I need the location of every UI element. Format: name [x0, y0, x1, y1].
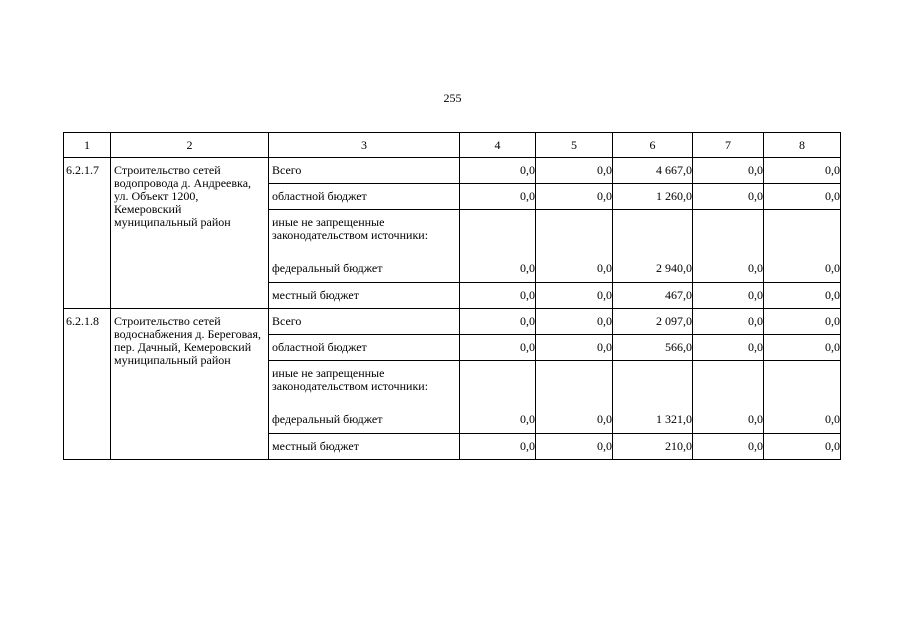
value-cell: 0,0 — [460, 254, 536, 283]
table-row — [64, 309, 841, 335]
value-cell: 467,0 — [613, 283, 693, 309]
header-cell: 3 — [269, 133, 460, 158]
value-cell: 2 940,0 — [613, 254, 693, 283]
value-cell: 0,0 — [693, 309, 764, 335]
value-cell: 0,0 — [693, 283, 764, 309]
value-cell: 0,0 — [536, 254, 613, 283]
item-code: 6.2.1.7 — [64, 158, 111, 309]
value-cell: 0,0 — [764, 335, 841, 361]
funding-source: иные не запрещенные законодательством источники: — [269, 210, 460, 255]
funding-source: Всего — [269, 158, 460, 184]
value-cell: 0,0 — [460, 184, 536, 210]
page-number: 255 — [443, 91, 462, 105]
value-cell: 0,0 — [536, 309, 613, 335]
funding-source: местный бюджет — [269, 434, 460, 460]
value-cell — [613, 361, 693, 406]
funding-source: иные не запрещенные законодательством источники: — [269, 361, 460, 406]
value-cell — [693, 361, 764, 406]
value-cell — [764, 361, 841, 406]
value-cell: 0,0 — [764, 184, 841, 210]
value-cell: 0,0 — [536, 405, 613, 434]
value-cell: 1 260,0 — [613, 184, 693, 210]
header-cell: 4 — [460, 133, 536, 158]
value-cell: 210,0 — [613, 434, 693, 460]
funding-source: федеральный бюджет — [269, 254, 460, 283]
value-cell: 0,0 — [693, 254, 764, 283]
value-cell: 0,0 — [764, 158, 841, 184]
funding-source: Всего — [269, 309, 460, 335]
value-cell: 0,0 — [536, 184, 613, 210]
header-cell: 7 — [693, 133, 764, 158]
value-cell — [460, 361, 536, 406]
value-cell: 566,0 — [613, 335, 693, 361]
value-cell: 0,0 — [693, 335, 764, 361]
header-cell: 8 — [764, 133, 841, 158]
value-cell: 0,0 — [693, 434, 764, 460]
funding-source: местный бюджет — [269, 283, 460, 309]
value-cell: 1 321,0 — [613, 405, 693, 434]
table-row — [64, 158, 841, 184]
item-code: 6.2.1.8 — [64, 309, 111, 460]
value-cell: 0,0 — [460, 335, 536, 361]
value-cell: 0,0 — [764, 254, 841, 283]
value-cell: 0,0 — [693, 158, 764, 184]
funding-source: областной бюджет — [269, 335, 460, 361]
value-cell — [536, 361, 613, 406]
funding-source: областной бюджет — [269, 184, 460, 210]
value-cell: 0,0 — [460, 283, 536, 309]
value-cell: 0,0 — [536, 283, 613, 309]
item-name: Строительство сетей водоснабжения д. Береговая, пер. Дачный, Кемеровский муниципальный район — [111, 309, 269, 460]
value-cell — [764, 210, 841, 255]
value-cell: 0,0 — [764, 309, 841, 335]
funding-source: федеральный бюджет — [269, 405, 460, 434]
value-cell: 4 667,0 — [613, 158, 693, 184]
value-cell: 0,0 — [460, 434, 536, 460]
value-cell — [460, 210, 536, 255]
value-cell: 0,0 — [460, 405, 536, 434]
value-cell: 0,0 — [460, 158, 536, 184]
value-cell: 0,0 — [764, 405, 841, 434]
budget-table — [63, 132, 841, 460]
value-cell — [693, 210, 764, 255]
header-cell: 5 — [536, 133, 613, 158]
header-cell: 1 — [64, 133, 111, 158]
value-cell: 0,0 — [693, 184, 764, 210]
value-cell: 0,0 — [764, 283, 841, 309]
value-cell — [536, 210, 613, 255]
value-cell: 0,0 — [536, 335, 613, 361]
value-cell: 0,0 — [764, 434, 841, 460]
header-cell: 2 — [111, 133, 269, 158]
table-header-row — [64, 133, 841, 158]
value-cell: 0,0 — [460, 309, 536, 335]
header-cell: 6 — [613, 133, 693, 158]
value-cell: 2 097,0 — [613, 309, 693, 335]
value-cell: 0,0 — [536, 158, 613, 184]
value-cell: 0,0 — [693, 405, 764, 434]
value-cell: 0,0 — [536, 434, 613, 460]
item-name: Строительство сетей водопровода д. Андреевка, ул. Объект 1200, Кемеровский муниципальный район — [111, 158, 269, 309]
value-cell — [613, 210, 693, 255]
